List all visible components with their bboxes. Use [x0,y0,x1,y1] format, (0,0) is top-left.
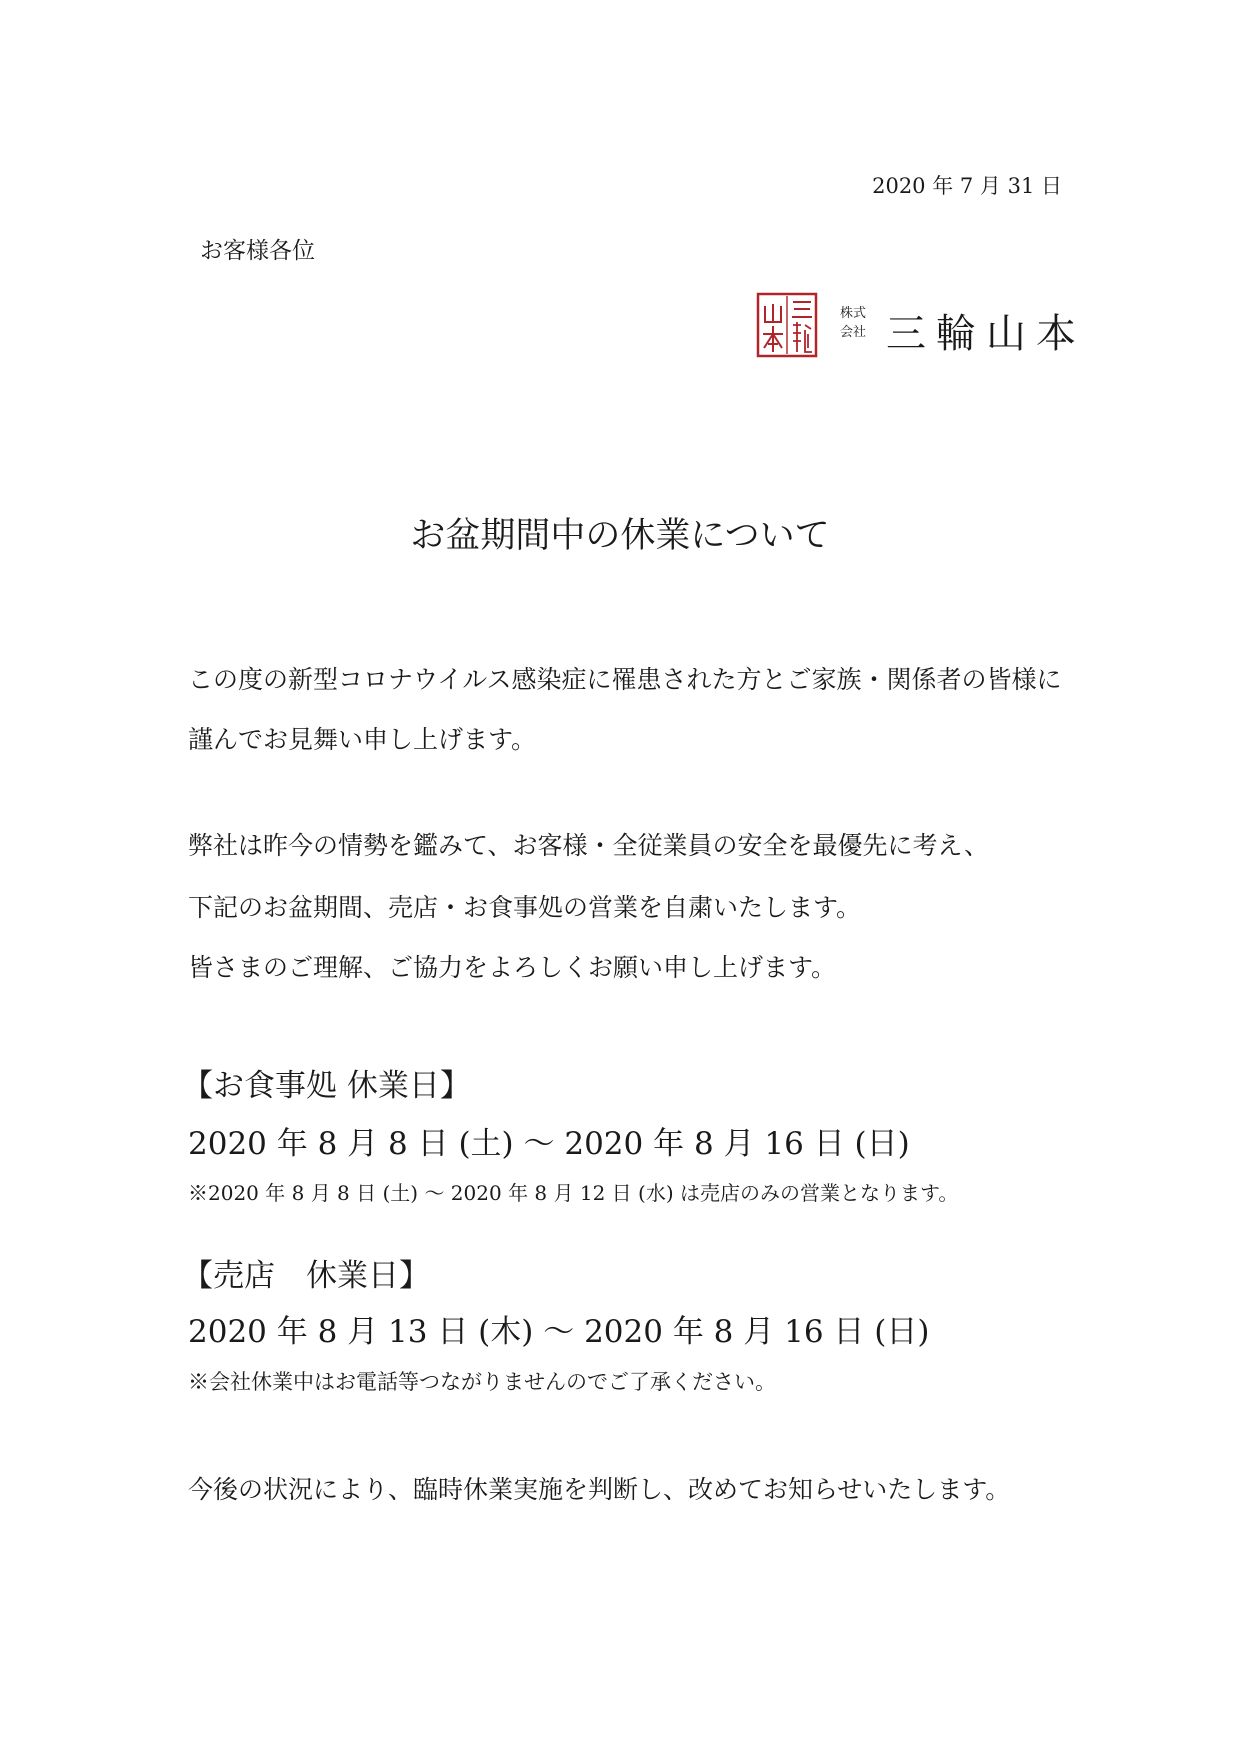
paragraph-line: 弊社は昨今の情勢を鑑みて、お客様・全従業員の安全を最優先に考え、 [188,831,990,860]
shop-closure-note: ※会社休業中はお電話等つながりませんのでご了承ください。 [188,1370,776,1394]
paragraph-line: 皆さまのご理解、ご協力をよろしくお願い申し上げます。 [188,953,837,982]
shop-closure-heading: 【売店 休業日】 [182,1258,430,1294]
restaurant-closure-dates: 2020 年 8 月 8 日 (土) ～ 2020 年 8 月 16 日 (日) [188,1126,910,1162]
corporation-type [840,304,870,342]
company-seal-icon [756,292,818,358]
corporation-type-line1: 株式 [840,306,867,321]
paragraph-line: 下記のお盆期間、売店・お食事処の営業を自粛いたします。 [188,893,862,922]
closing-statement: 今後の状況により、臨時休業実施を判断し、改めてお知らせいたします。 [188,1475,1011,1504]
company-name: 三輪山本 [886,311,1086,357]
restaurant-closure-note: ※2020 年 8 月 8 日 (土) ～ 2020 年 8 月 12 日 (水) は売店のみの営業となります。 [188,1181,959,1205]
notice-title: お盆期間中の休業について [410,516,830,556]
document-date: 2020 年 7 月 31 日 [872,174,1062,198]
restaurant-closure-heading: 【お食事処 休業日】 [182,1068,471,1104]
addressee: お客様各位 [200,238,315,264]
paragraph-line: この度の新型コロナウイルス感染症に罹患された方とご家族・関係者の皆様に [188,665,1062,694]
corporation-type-line2: 会社 [840,325,867,340]
shop-closure-dates: 2020 年 8 月 13 日 (木) ～ 2020 年 8 月 16 日 (日) [188,1314,930,1350]
paragraph-line: 謹んでお見舞い申し上げます。 [188,725,537,754]
